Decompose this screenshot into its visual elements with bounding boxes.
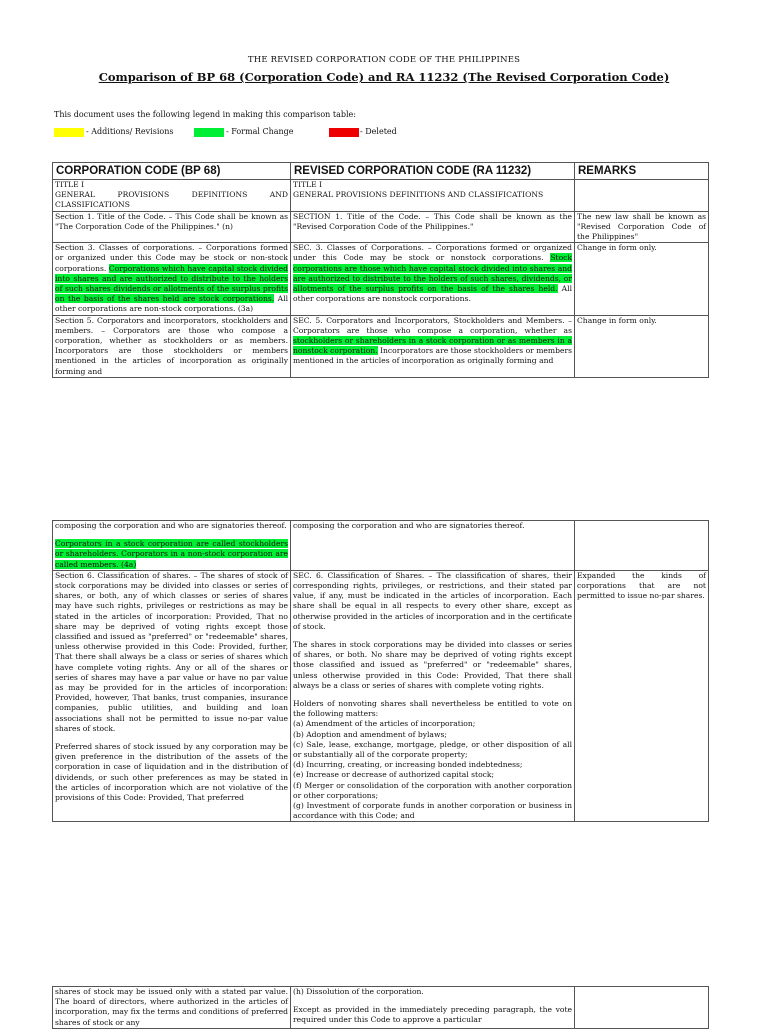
legend-swatch-deleted: [329, 128, 359, 137]
old-sec5-formal-change: Corporators in a stock corporation are called stockholders or shareholders. Corporators in a non-stock corporation are called members. (4a): [55, 539, 288, 569]
old-sec5-text: Section 5. Corporators and incorporators, stockholders and members. – Corporators are those who compose a corporation, whether as stockholders or as members. Incorporators are those stockholders or members mentioned in the articles of incorporation as originally forming and: [55, 315, 288, 376]
header-revised-corporation-code: REVISED CORPORATION CODE (RA 11232): [291, 163, 575, 180]
legend-swatch-formal-change: [194, 128, 224, 137]
new-sec5-text-end: Incorporators are those stockholders or members mentioned in the articles of incorporation as originally forming and: [293, 346, 573, 366]
comparison-table-page-3: [52, 986, 709, 1029]
header-corporation-code: CORPORATION CODE (BP 68): [53, 163, 291, 180]
new-sec3-text-end: All other corporations are nonstock corporations.: [293, 284, 572, 304]
comparison-table-page-1: [52, 162, 709, 378]
old-title-cell: [53, 180, 291, 212]
remarks-sec3-cell: [575, 243, 709, 315]
comparison-table-page-2: [52, 520, 709, 822]
table-row: [53, 570, 709, 822]
new-title-cell: [291, 180, 575, 212]
legend-swatch-additions: [54, 128, 84, 137]
new-sec3-cell: [291, 243, 575, 315]
list-item: (e) Increase or decrease of authorized capital stock;: [293, 770, 495, 780]
list-item: (a) Amendment of the articles of incorporation;: [293, 719, 476, 729]
old-sec5-cell: [53, 315, 291, 377]
remarks-sec3-text: Change in form only.: [577, 243, 657, 253]
new-sec1-cell: [291, 211, 575, 243]
old-title-name: GENERAL PROVISIONS DEFINITIONS AND CLASSIFICATIONS: [55, 190, 288, 210]
remarks-sec1-text: The new law shall be known as "Revised Corporation Code of the Philippines": [577, 211, 706, 242]
list-item: (d) Incurring, creating, or increasing bonded indebtedness;: [293, 760, 523, 770]
list-item: (f) Merger or consolidation of the corporation with another corporation or other corporations;: [293, 780, 572, 800]
old-sec5-continued-cell: [53, 521, 291, 571]
old-sec5-continued-text: composing the corporation and who are signatories thereof.: [55, 521, 287, 530]
old-sec6-paragraph: Section 6. Classification of shares. – The shares of stock of stock corporations may be divided into classes or series of shares, or both, any of which classes or series of shares may have such rights, privileges or restrictions as may be stated in the articles of incorporation: Provided, That no share may be deprived of voting rights except those classified and issued as "preferred" or "redeemable" shares, unless otherwise provided in this Code: Provided, further, That there shall always be a class or series of shares which have complete voting rights. Any or all of the shares or series of shares may have a par value or have no par value as may be provided for in the articles of incorporation: Provided, however, That banks, trust companies, insurance companies, public utilities, and building and loan associations shall not be permitted to issue no-par value shares of stock.: [55, 570, 288, 733]
new-sec5-text: SEC. 5. Corporators and Incorporators, Stockholders and Members. – Corporators are those who compose a corporation, whether as: [293, 315, 572, 335]
new-title-name: GENERAL PROVISIONS DEFINITIONS AND CLASSIFICATIONS: [293, 190, 544, 200]
document-header-line: THE REVISED CORPORATION CODE OF THE PHILIPPINES: [247, 55, 521, 65]
table-row: [53, 211, 709, 243]
new-sec6-paragraph: SEC. 6. Classification of Shares. – The classification of shares, their corresponding rights, privileges, or restrictions, and their stated par value, if any, must be indicated in the articles of incorporation. Each share shall be equal in all respects to every other share, except as otherwise provided in the articles of incorporation and in the certificate of stock.: [293, 570, 572, 631]
remarks-cell: [575, 180, 709, 212]
table-row: [53, 180, 709, 212]
legend-label-deleted: - Deleted: [360, 127, 397, 136]
legend-label-additions: - Additions/ Revisions: [86, 127, 174, 136]
new-sec3-formal-change: Stock corporations are those which have capital stock divided into shares and are authorized to distribute to the holders of such shares, dividends, or allotments of the surplus profits on the basis of the shares held.: [293, 253, 572, 294]
remarks-sec5-cell: [575, 315, 709, 377]
list-item: (g) Investment of corporate funds in another corporation or business in accordance with this Code; and: [293, 801, 572, 821]
old-sec1-text: Section 1. Title of the Code. – This Code shall be known as "The Corporation Code of the Philippines." (n): [55, 211, 288, 231]
old-sec6-cell: [53, 570, 291, 822]
new-sec1-text: SECTION 1. Title of the Code. – This Code shall be known as the "Revised Corporation Code of the Philippines.": [293, 211, 572, 231]
remarks-sec1-cell: [575, 211, 709, 243]
table-row: [53, 315, 709, 377]
table-row: [53, 521, 709, 571]
old-sec6-continued-text: shares of stock may be issued only with a stated par value. The board of directors, where authorized in the articles of incorporation, may fix the terms and conditions of preferred shares of stock or any: [55, 987, 288, 1027]
old-sec6-continued-cell: [53, 987, 291, 1029]
new-sec6-paragraph: The shares in stock corporations may be divided into classes or series of shares, or both. No share may be deprived of voting rights except those classified and issued as "preferred" or "redeemable" shares, unless otherwise provided in this Code: Provided, That there shall always be a class or series of shares with complete voting rights.: [293, 640, 572, 690]
remarks-sec6-cell: [575, 570, 709, 822]
new-sec5-continued-text: composing the corporation and who are signatories thereof.: [293, 521, 525, 530]
remarks-sec5-text: Change in form only.: [577, 315, 657, 325]
table-header-row: [53, 163, 709, 180]
new-sec6-continued-cell: [291, 987, 575, 1029]
old-title-number: TITLE I: [55, 180, 85, 189]
new-sec3-text: SEC. 3. Classes of Corporations. – Corporations formed or organized under this Code may be stock or nonstock corporations.: [293, 243, 572, 263]
table-row: [53, 987, 709, 1029]
new-sec5-continued-cell: [291, 521, 575, 571]
new-sec6-paragraph: Except as provided in the immediately preceding paragraph, the vote required under this Code to approve a particular: [293, 1005, 572, 1025]
new-sec6-paragraph: Holders of nonvoting shares shall nevertheless be entitled to vote on the following matters:: [293, 699, 572, 719]
document-title: Comparison of BP 68 (Corporation Code) and RA 11232 (The Revised Corporation Code): [98, 70, 670, 84]
old-sec3-text: Section 3. Classes of corporations. – Corporations formed or organized under this Code may be stock or non-stock corporations.: [55, 243, 288, 273]
new-sec5-formal-change: stockholders or shareholders in a stock corporation or as members in a nonstock corporation.: [293, 336, 572, 356]
old-sec3-text-end: All other corporations are non-stock corporations. (3a): [55, 294, 288, 314]
list-item: (h) Dissolution of the corporation.: [293, 987, 424, 996]
list-item: (c) Sale, lease, exchange, mortgage, pledge, or other disposition of all or substantially all of the corporate property;: [293, 739, 572, 760]
table-row: [53, 243, 709, 315]
old-sec3-formal-change: Corporations which have capital stock divided into shares and are authorized to distribute to the holders of such shares dividends or allotments of the surplus profits on the basis of the shares held are stock corporations.: [55, 263, 288, 304]
remarks-cell: [575, 987, 709, 1029]
new-sec5-cell: [291, 315, 575, 377]
new-sec6-cell: [291, 570, 575, 822]
remarks-cell: [575, 521, 709, 571]
new-title-number: TITLE I: [293, 180, 323, 189]
header-remarks: REMARKS: [575, 163, 709, 180]
legend-label-formal-change: - Formal Change: [226, 127, 294, 136]
list-item: (b) Adoption and amendment of bylaws;: [293, 729, 447, 739]
old-sec6-paragraph: Preferred shares of stock issued by any corporation may be given preference in the distribution of the assets of the corporation in case of liquidation and in the distribution of dividends, or such other preferences as may be stated in the articles of incorporation which are not violative of the provisions of this Code: Provided, That preferred: [55, 742, 288, 803]
old-sec3-cell: [53, 243, 291, 315]
old-sec1-cell: [53, 211, 291, 243]
remarks-sec6-text: Expanded the kinds of corporations that are not permitted to issue no-par shares.: [577, 570, 706, 601]
legend-intro: This document uses the following legend in making this comparison table:: [54, 110, 356, 119]
